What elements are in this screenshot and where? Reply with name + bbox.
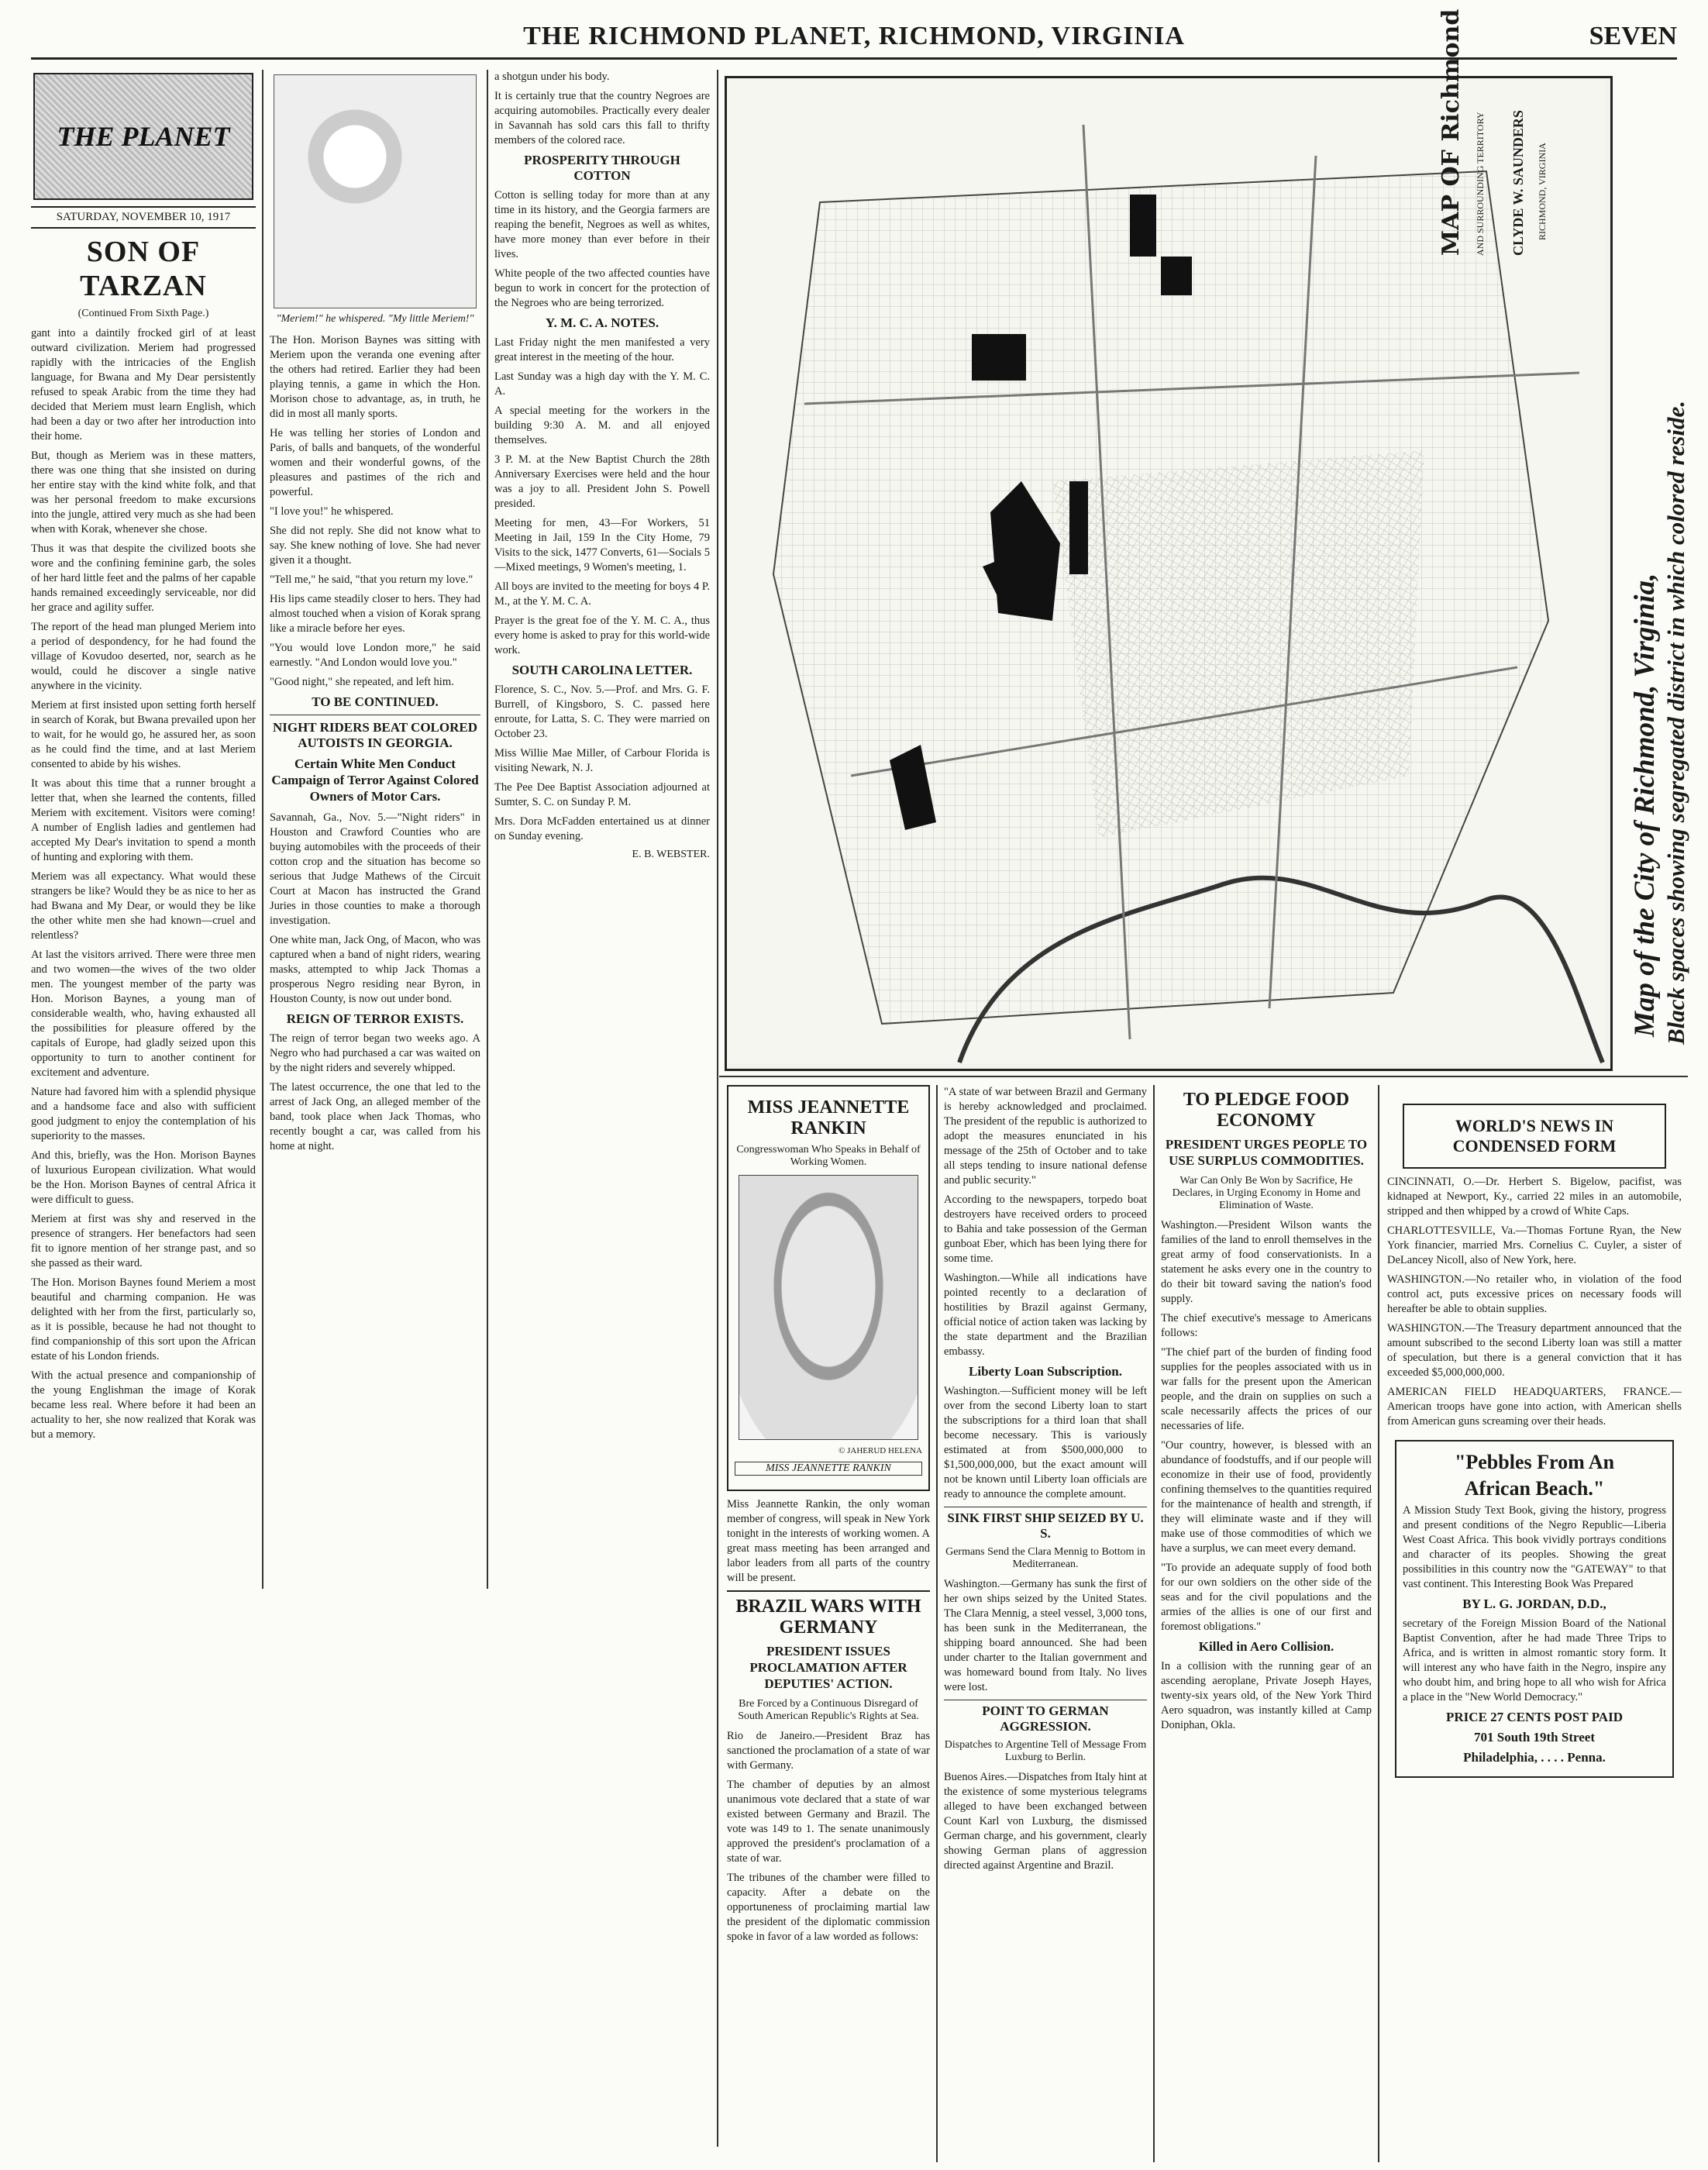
paragraph: gant into a daintily frocked girl of at least outward civilization. Meriem had progressed rapidly with the intricacies of the English language, for Bwana and My Dear persistently refused to speak Arabic from the time they had decided that Meriem must learn English, which had been a day or two after her introduction into their home. bbox=[31, 327, 256, 443]
paragraph: The Pee Dee Baptist Association adjourned at Sumter, S. C. on Sunday P. M. bbox=[494, 781, 710, 808]
segregated-district bbox=[972, 334, 1026, 381]
illustration-caption: "Meriem!" he whispered. "My little Meriem!" bbox=[276, 313, 474, 325]
paragraph: Washington.—President Wilson wants the families of the land to enroll themselves in the great army of food conservationists. In a statement he asks every one in the country to do their bit toward saving the nation's food supply. bbox=[1161, 1219, 1372, 1305]
article-subhead: REIGN OF TERROR EXISTS. bbox=[286, 1011, 464, 1026]
paragraph: And this, briefly, was the Hon. Morison Baynes of luxurious European civilization. What would be the Hon. Morison Baynes of central Africa it were difficult to guess. bbox=[31, 1149, 256, 1206]
paragraph: Last Friday night the men manifested a very great interest in the meeting of the hour. bbox=[494, 336, 710, 363]
map-inset bbox=[1399, 9, 1562, 271]
rankin-box bbox=[727, 1085, 930, 1491]
article-subhead: Liberty Loan Subscription. bbox=[969, 1364, 1122, 1379]
rankin-portrait bbox=[739, 1175, 918, 1440]
article-headline: TO PLEDGE FOOD ECONOMY bbox=[1183, 1090, 1350, 1131]
news-item: CINCINNATI, O.—Dr. Herbert S. Bigelow, pacifist, was kidnaped at Newport, Ky., carried 22 miles in an automobile, stripped and then whipped by a crowd of White Caps. bbox=[1387, 1176, 1682, 1218]
paragraph: Miss Jeannette Rankin, the only woman member of congress, will speak in New York tonight in the interests of working women. A great mass meeting has been arranged and labor leaders from all parts of the country will be present. bbox=[727, 1498, 930, 1584]
map-subtitle: AND SURROUNDING TERRITORY bbox=[1475, 112, 1486, 256]
article-headline: NIGHT RIDERS BEAT COLORED AUTOISTS IN GEORGIA. bbox=[270, 715, 480, 751]
news-item: CHARLOTTESVILLE, Va.—Thomas Fortune Ryan, the New York financier, married Mrs. Cornelius C. Cuyler, a sister of DeLancey Nicoll, also of New York, here. bbox=[1387, 1224, 1682, 1266]
news-item: WASHINGTON.—No retailer who, in violation of the food control act, puts excessive prices on necessary foods will hereafter be able to obtain supplies. bbox=[1387, 1273, 1682, 1315]
column-rule bbox=[1153, 1085, 1155, 2162]
article-headline: BRAZIL WARS WITH GERMANY bbox=[727, 1590, 930, 1638]
article-headline: SINK FIRST SHIP SEIZED BY U. S. bbox=[944, 1507, 1147, 1541]
column-world-news bbox=[1387, 1085, 1682, 2162]
article-headline: SOUTH CAROLINA LETTER. bbox=[511, 663, 693, 677]
paragraph: Washington.—Germany has sunk the first of her own ships seized by the United States. The Clara Mennig, a steel vessel, 3,000 tons, has been sunk in the Mediterranean, the shipping board announced. She had been under charter to the Italian government and was homeward bound from Italy. No lives were lost. bbox=[944, 1578, 1147, 1693]
paragraph: Washington.—While all indications have pointed recently to a declaration of hostilities by Brazil against Germany, official notice of action taken was lacking by the state department and the Brazilian embassy. bbox=[944, 1272, 1147, 1358]
column-war bbox=[944, 1085, 1147, 2162]
paragraph: Meriem at first was shy and reserved in the presence of strangers. Her benefactors had seen fit to ignore mention of her strange past, and so she passed as their ward. bbox=[31, 1213, 256, 1269]
article-deck: Germans Send the Clara Mennig to Bottom in Mediterranean. bbox=[945, 1546, 1145, 1570]
letter-signature: E. B. WEBSTER. bbox=[632, 849, 710, 860]
article-deck: PRESIDENT URGES PEOPLE TO USE SURPLUS COMMODITIES. bbox=[1165, 1137, 1368, 1168]
article-headline: POINT TO GERMAN AGGRESSION. bbox=[944, 1700, 1147, 1734]
paragraph: "Our country, however, is blessed with an abundance of foodstuffs, and if our people will economize in their use of food, providently confining themselves to the quantities required for the maintenance of health and strength, if they will eliminate waste and if they will make use of those commodities of which we have a surplus, we can meet every demand. bbox=[1161, 1439, 1372, 1555]
photo-credit: © JAHERUD HELENA bbox=[839, 1446, 922, 1455]
paragraph: At last the visitors arrived. There were three men and two women—the wives of the two older men. The youngest member of the party was Hon. Morison Baynes, a young man of considerable wealth, who, having exhausted all the possibilities for pleasure offered by the capitals of Europe, had gladly seized upon this opportunity to turn to another continent for excitement and adventure. bbox=[31, 949, 256, 1079]
article-deck: Congresswoman Who Speaks in Behalf of Working Women. bbox=[736, 1144, 921, 1168]
paragraph: "The chief part of the burden of finding food supplies for the peoples associated with us in war falls for the present upon the American people, and the drain on supplies on such a scale necessarily affects the prices of our necessaries of life. bbox=[1161, 1346, 1372, 1432]
ad-body: A Mission Study Text Book, giving the history, progress and present conditions of the Negro Republic—Liberia West Coast Africa. This book vividly portrays conditions and character of its peoples. Showing the great possibilities in this country now the "GATEWAY" to that vast continent. This Interesting Book Was Prepared bbox=[1403, 1504, 1666, 1590]
column-rankin-brazil bbox=[727, 1085, 930, 2162]
paragraph: He was telling her stories of London and Paris, of balls and banquets, of the wonderful women and their wonderful gowns, of the pleasures and pastimes of the rich and powerful. bbox=[270, 427, 480, 498]
ad-author: BY L. G. JORDAN, D.D., bbox=[1462, 1596, 1606, 1611]
paragraph: Meriem was all expectancy. What would these strangers be like? Would they be as nice to her as had Bwana and My Dear, or would they be like the other white men she had known—cruel and relentless? bbox=[31, 870, 256, 942]
paragraph: The Hon. Morison Baynes found Meriem a most beautiful and charming companion. He was delighted with her from the first, particularly so, as it is possible, because he had not thought to find companionship of this sort upon the African estate of his London friends. bbox=[31, 1276, 256, 1362]
paragraph: The reign of terror began two weeks ago. A Negro who had purchased a car was waited on by the night riders and severely whipped. bbox=[270, 1032, 480, 1074]
paper-title: THE RICHMOND PLANET, RICHMOND, VIRGINIA bbox=[523, 22, 1185, 50]
to-be-continued: TO BE CONTINUED. bbox=[312, 694, 439, 709]
article-headline: Y. M. C. A. NOTES. bbox=[545, 315, 659, 330]
ad-city: Philadelphia, . . . . Penna. bbox=[1463, 1750, 1606, 1765]
column-rule bbox=[936, 1085, 938, 2162]
paragraph: "To provide an adequate supply of food both for our own soldiers on the other side of the seas and for the civil populations and the armies of the allies is one of our first and foremost obligations." bbox=[1161, 1562, 1372, 1633]
ad-price: PRICE 27 CENTS POST PAID bbox=[1446, 1710, 1623, 1724]
map-caption-title: Map of the City of Richmond, Virginia, bbox=[1629, 573, 1661, 1037]
article-subhead: Killed in Aero Collision. bbox=[1198, 1639, 1334, 1654]
article-deck: Certain White Men Conduct Campaign of Terror Against Colored Owners of Motor Cars. bbox=[271, 756, 479, 804]
column-rule bbox=[487, 70, 488, 1589]
paragraph: "Tell me," he said, "that you return my love." bbox=[270, 574, 473, 586]
paragraph: "Good night," she repeated, and left him. bbox=[270, 676, 454, 688]
paragraph: According to the newspapers, torpedo boat destroyers have received orders to proceed to Bahia and take possession of the German gunboat Eber, which has been lying there for some time. bbox=[944, 1194, 1147, 1265]
paragraph: She did not reply. She did not know what to say. She knew nothing of love. She had never given it a thought. bbox=[270, 525, 480, 567]
segregated-district bbox=[1130, 195, 1156, 257]
news-item: WASHINGTON.—The Treasury department announced that the amount subscribed to the second Liberty loan was still a matter of speculation, but there is a general conviction that it has exceeded $5,000,000,000. bbox=[1387, 1322, 1682, 1379]
paragraph: Rio de Janeiro.—President Braz has sanctioned the proclamation of a state of war with Germany. bbox=[727, 1730, 930, 1772]
segregated-district bbox=[1161, 257, 1192, 295]
article-deck: Dispatches to Argentine Tell of Message From Luxburg to Berlin. bbox=[944, 1739, 1147, 1763]
paragraph: Prayer is the great foe of the Y. M. C. A., thus every home is asked to pray for this world-wide work. bbox=[494, 615, 710, 656]
map-caption-subtitle: Black spaces showing segregated district in which colored reside. bbox=[1662, 401, 1689, 1045]
paragraph: "I love you!" he whispered. bbox=[270, 505, 394, 518]
running-head bbox=[31, 19, 1677, 60]
paragraph: His lips came steadily closer to hers. They had almost touched when a vision of Korak sprang like a miracle before her eyes. bbox=[270, 593, 480, 635]
paragraph: Thus it was that despite the civilized boots she wore and the confining feminine garb, the soles of her hard little feet and the palms of her capable hands remained exceedingly serviceable, nor did her grace and agility suffer. bbox=[31, 542, 256, 614]
news-item: AMERICAN FIELD HEADQUARTERS, FRANCE.—American troops have gone into action, with American shells from American guns screaming over their heads. bbox=[1387, 1386, 1682, 1428]
ad-title-line2: African Beach." bbox=[1464, 1477, 1605, 1500]
section-rule bbox=[719, 1076, 1688, 1077]
paragraph: Buenos Aires.—Dispatches from Italy hint at the existence of some mysterious telegrams alleged to have been exchanged between Count Karl von Luxburg, the dismissed German charge, and his government, clearly showing German plans of aggression directed against Argentine and Brazil. bbox=[944, 1771, 1147, 1872]
paragraph: It was about this time that a runner brought a letter that, when she learned the contents, filled Meriem with excitement. Visitors were coming! A number of English ladies and gentlemen had accepted My Dear's invitation to spend a month of hunting and exploring with them. bbox=[31, 777, 256, 863]
paragraph: It is certainly true that the country Negroes are acquiring automobiles. Practically every dealer in Savannah has sold cars this fall to thrifty members of the colored race. bbox=[494, 90, 710, 146]
paragraph: In a collision with the running gear of an ascending aeroplane, Private Joseph Hayes, twenty-six years old, of the New York Third Aero squadron, was instantly killed at Camp Doniphan, Okla. bbox=[1161, 1660, 1372, 1731]
paragraph: Florence, S. C., Nov. 5.—Prof. and Mrs. G. F. Burrell, of Kingsboro, S. C. passed here enroute, for Latta, S. C. They were married on October 23. bbox=[494, 684, 710, 740]
column-food bbox=[1161, 1085, 1372, 2162]
story-continuation: (Continued From Sixth Page.) bbox=[77, 308, 209, 319]
map-title: MAP OF Richmond bbox=[1438, 9, 1465, 256]
paragraph: 3 P. M. at the New Baptist Church the 28th Anniversary Exercises were held and the hour was a joy to all. President John S. Powell presided. bbox=[494, 453, 710, 510]
column-1 bbox=[31, 70, 256, 2154]
paragraph: All boys are invited to the meeting for boys 4 P. M., at the Y. M. C. A. bbox=[494, 580, 710, 608]
map-publisher: CLYDE W. SAUNDERS bbox=[1510, 110, 1526, 256]
planet-masthead-logo: THE PLANET bbox=[33, 73, 253, 200]
photo-caption: MISS JEANNETTE RANKIN bbox=[735, 1462, 922, 1476]
column-rule bbox=[262, 70, 263, 1589]
world-news-box bbox=[1403, 1104, 1666, 1169]
column-2 bbox=[270, 70, 480, 2154]
map-publisher-city: RICHMOND, VIRGINIA bbox=[1537, 143, 1548, 240]
world-news-title: WORLD'S NEWS IN CONDENSED FORM bbox=[1452, 1116, 1617, 1156]
paragraph: "You would love London more," he said earnestly. "And London would love you." bbox=[270, 642, 480, 669]
article-deck: PRESIDENT ISSUES PROCLAMATION AFTER DEPUTIES' ACTION. bbox=[749, 1644, 907, 1691]
paragraph: The Hon. Morison Baynes was sitting with Meriem upon the veranda one evening after the others had retired. Earlier they had been playing tennis, a game in which the Hon. Morison chose to advantage, as, in truth, he did in most all manly sports. bbox=[270, 334, 480, 420]
paragraph: The tribunes of the chamber were filled to capacity. After a debate on the opportuneness of proclaiming martial law the president of the diplomatic commission spoke in favor of a law worded as follows: bbox=[727, 1872, 930, 1943]
page-number: SEVEN bbox=[1589, 22, 1677, 50]
ad-title-line1: "Pebbles From An bbox=[1454, 1451, 1615, 1473]
paragraph: The chief executive's message to Americans follows: bbox=[1161, 1312, 1372, 1339]
paragraph: White people of the two affected counties have begun to work in concert for the protection of the Negroes who are being terrorized. bbox=[494, 267, 710, 309]
paragraph: With the actual presence and companionship of the young Englishman the image of Korak became less real. Where before it had been an actuality to her, she now realized that Korak was but a memory. bbox=[31, 1369, 256, 1441]
paragraph: Last Sunday was a high day with the Y. M. C. A. bbox=[494, 370, 710, 398]
paragraph: Meeting for men, 43—For Workers, 51 Meeting in Jail, 159 In the City Home, 79 Visits to the sick, 1477 Converts, 61—Socials 5—Mixed meetings, 9 Women's meeting, 1. bbox=[494, 517, 710, 574]
issue-date: SATURDAY, NOVEMBER 10, 1917 bbox=[31, 206, 256, 229]
paragraph: But, though as Meriem was in these matters, there was one thing that she insisted on during her entire stay with the kind white folk, and that was her personal freedom to make excursions into the jungle, attired very much as she had been when with Korak, whenever she chose. bbox=[31, 450, 256, 536]
book-advertisement bbox=[1395, 1440, 1674, 1778]
column-3 bbox=[494, 70, 710, 2154]
paragraph: Miss Willie Mae Miller, of Carbour Florida is visiting Newark, N. J. bbox=[494, 747, 710, 774]
paragraph: The report of the head man plunged Meriem into a period of despondency, for he had found the village of Kovudoo deserted, nor, search as he would, could he discover a single native anywhere in the vicinity. bbox=[31, 621, 256, 692]
column-rule bbox=[717, 70, 718, 2147]
column-rule bbox=[1378, 1085, 1379, 2162]
article-subdeck: Bre Forced by a Continuous Disregard of South American Republic's Rights at Sea. bbox=[738, 1698, 919, 1722]
paragraph: A special meeting for the workers in the building 9:30 A. M. and all enjoyed themselves. bbox=[494, 405, 710, 446]
paragraph: Washington.—Sufficient money will be left over from the second Liberty loan to start the subscriptions for a third loan that shall become necessary. This is variously estimated at from $500,000,000 to $1,500,000,000, but the exact amount will not be known until Liberty loan officials are ready to announce the complete amount. bbox=[944, 1385, 1147, 1500]
paragraph: a shotgun under his body. bbox=[494, 71, 610, 83]
segregated-district bbox=[1069, 481, 1088, 574]
ad-address: 701 South 19th Street bbox=[1474, 1730, 1595, 1745]
paragraph: Meriem at first insisted upon setting forth herself in search of Korak, but Bwana prevailed upon her to wait, for he would go, he assured her, as soon as he could find the time, and at last Meriem consented to abide by his wishes. bbox=[31, 699, 256, 770]
paragraph: Nature had favored him with a splendid physique and a handsome face and also with sufficient good judgment to enjoy the contemplation of his superiority to the masses. bbox=[31, 1086, 256, 1142]
paragraph: "A state of war between Brazil and Germany is hereby acknowledged and proclaimed. The president of the republic is authorized to adopt the measures enunciated in his message of the 25th of October and to take all steps tending to insure national defense and public security." bbox=[944, 1086, 1147, 1187]
ad-credentials: secretary of the Foreign Mission Board of the National Baptist Convention, after he had made Three Trips to Africa, and is written in almost romantic story form. It will interest any who have faith in the Negro, inspire any who doubt him, and bring hope to all who wish for Africa a place in the "New World Democracy." bbox=[1403, 1617, 1666, 1703]
map-side-caption bbox=[1608, 76, 1693, 1066]
paragraph: One white man, Jack Ong, of Macon, who was captured when a band of night riders, wearing masks, attempted to whip Jack Thomas a prosperous Negro residing near Byron, in Houston County, is now out under bond. bbox=[270, 934, 480, 1005]
paragraph: Mrs. Dora McFadden entertained us at dinner on Sunday evening. bbox=[494, 815, 710, 842]
article-subhead: PROSPERITY THROUGH COTTON bbox=[524, 153, 680, 183]
paragraph: The chamber of deputies by an almost unanimous vote declared that a state of war existed between Germany and Brazil. The vote was 149 to 1. The senate unanimously approved the president's proclamation of a state of war. bbox=[727, 1779, 930, 1865]
story-illustration bbox=[274, 74, 477, 308]
article-headline: MISS JEANNETTE RANKIN bbox=[747, 1097, 910, 1138]
paragraph: Savannah, Ga., Nov. 5.—"Night riders" in Houston and Crawford Counties who are buying automobiles with the proceeds of their cotton crop and the situation has become so serious that Judge Mathews of the Circuit Court at Macon has instructed the Grand Juries in those counties to make a thorough investigation. bbox=[270, 811, 480, 927]
article-subdeck: War Can Only Be Won by Sacrifice, He Declares, in Urging Economy in Home and Elimination of Waste. bbox=[1172, 1175, 1361, 1211]
paragraph: The latest occurrence, the one that led to the arrest of Jack Ong, an alleged member of the band, took place when Jack Thomas, who recently bought a car, was called from his home at night. bbox=[270, 1081, 480, 1152]
paragraph: Cotton is selling today for more than at any time in its history, and the Georgia farmers are reaping the benefit, Negroes as well as whites, have more money than ever before in their lives. bbox=[494, 189, 710, 260]
story-headline: SON OF TARZAN bbox=[80, 236, 207, 302]
